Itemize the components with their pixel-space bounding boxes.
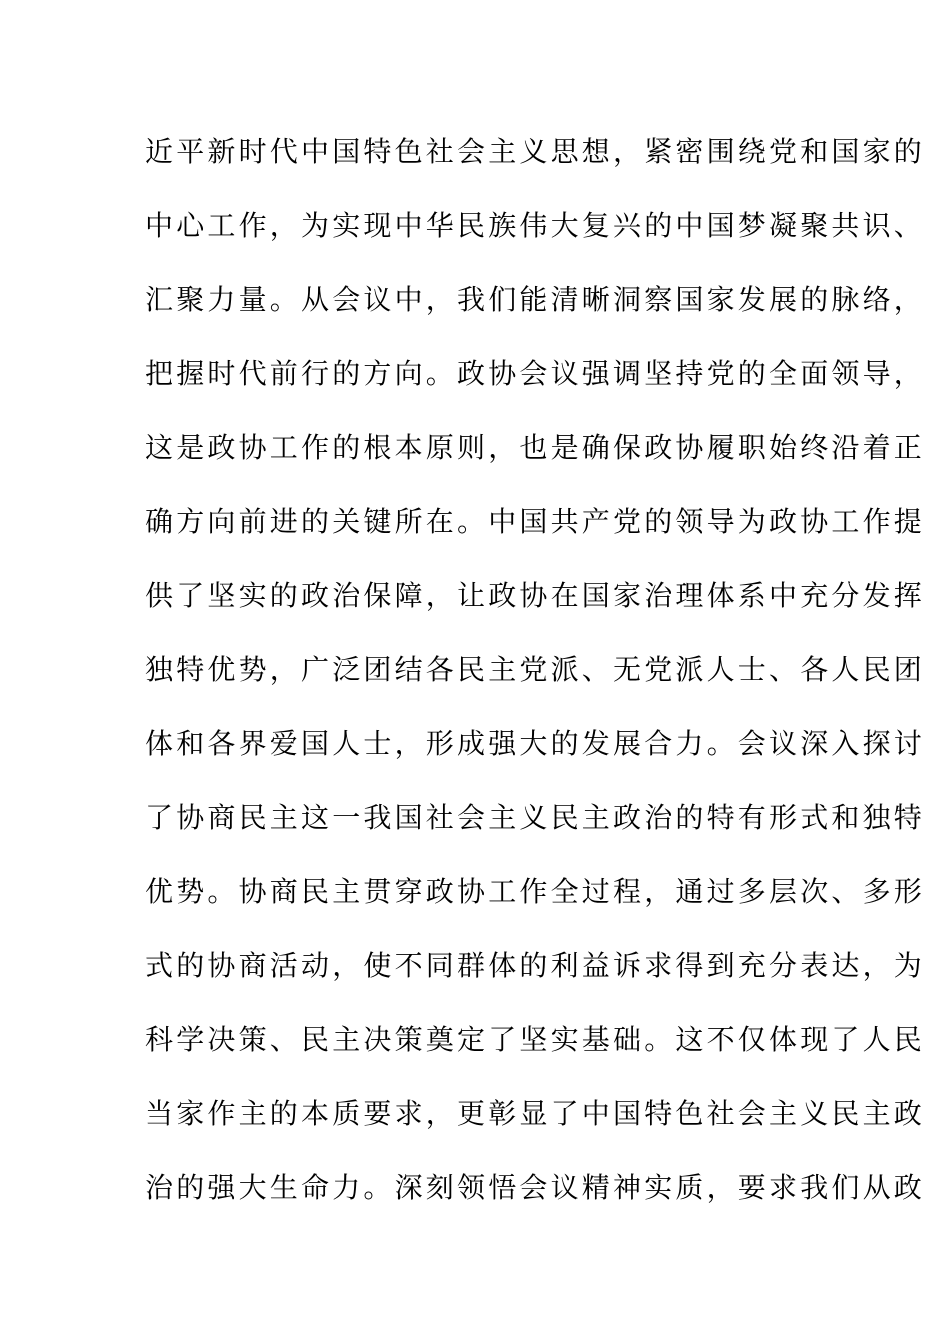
text-line-6: 确方向前进的关键所在。中国共产党的领导为政协工作提 [145,505,926,538]
text-line-15: 治的强大生命力。深刻领悟会议精神实质，要求我们从政 [145,1171,926,1204]
text-line-14: 当家作主的本质要求，更彰显了中国特色社会主义民主政 [145,1097,926,1130]
text-line-4: 把握时代前行的方向。政协会议强调坚持党的全面领导， [145,357,926,390]
text-line-3: 汇聚力量。从会议中，我们能清晰洞察国家发展的脉络， [145,283,926,316]
text-line-9: 体和各界爱国人士，形成强大的发展合力。会议深入探讨 [145,727,926,760]
text-line-11: 优势。协商民主贯穿政协工作全过程，通过多层次、多形 [145,875,926,908]
text-line-1: 近平新时代中国特色社会主义思想，紧密围绕党和国家的 [145,135,926,168]
text-line-8: 独特优势，广泛团结各民主党派、无党派人士、各人民团 [145,653,926,686]
text-line-7: 供了坚实的政治保障，让政协在国家治理体系中充分发挥 [145,579,926,612]
text-line-13: 科学决策、民主决策奠定了坚实基础。这不仅体现了人民 [145,1023,926,1056]
body-text [145,127,926,1237]
text-line-10: 了协商民主这一我国社会主义民主政治的特有形式和独特 [145,801,926,834]
text-line-2: 中心工作，为实现中华民族伟大复兴的中国梦凝聚共识、 [145,209,926,242]
text-line-5: 这是政协工作的根本原则，也是确保政协履职始终沿着正 [145,431,926,464]
text-line-12: 式的协商活动，使不同群体的利益诉求得到充分表达，为 [145,949,926,982]
